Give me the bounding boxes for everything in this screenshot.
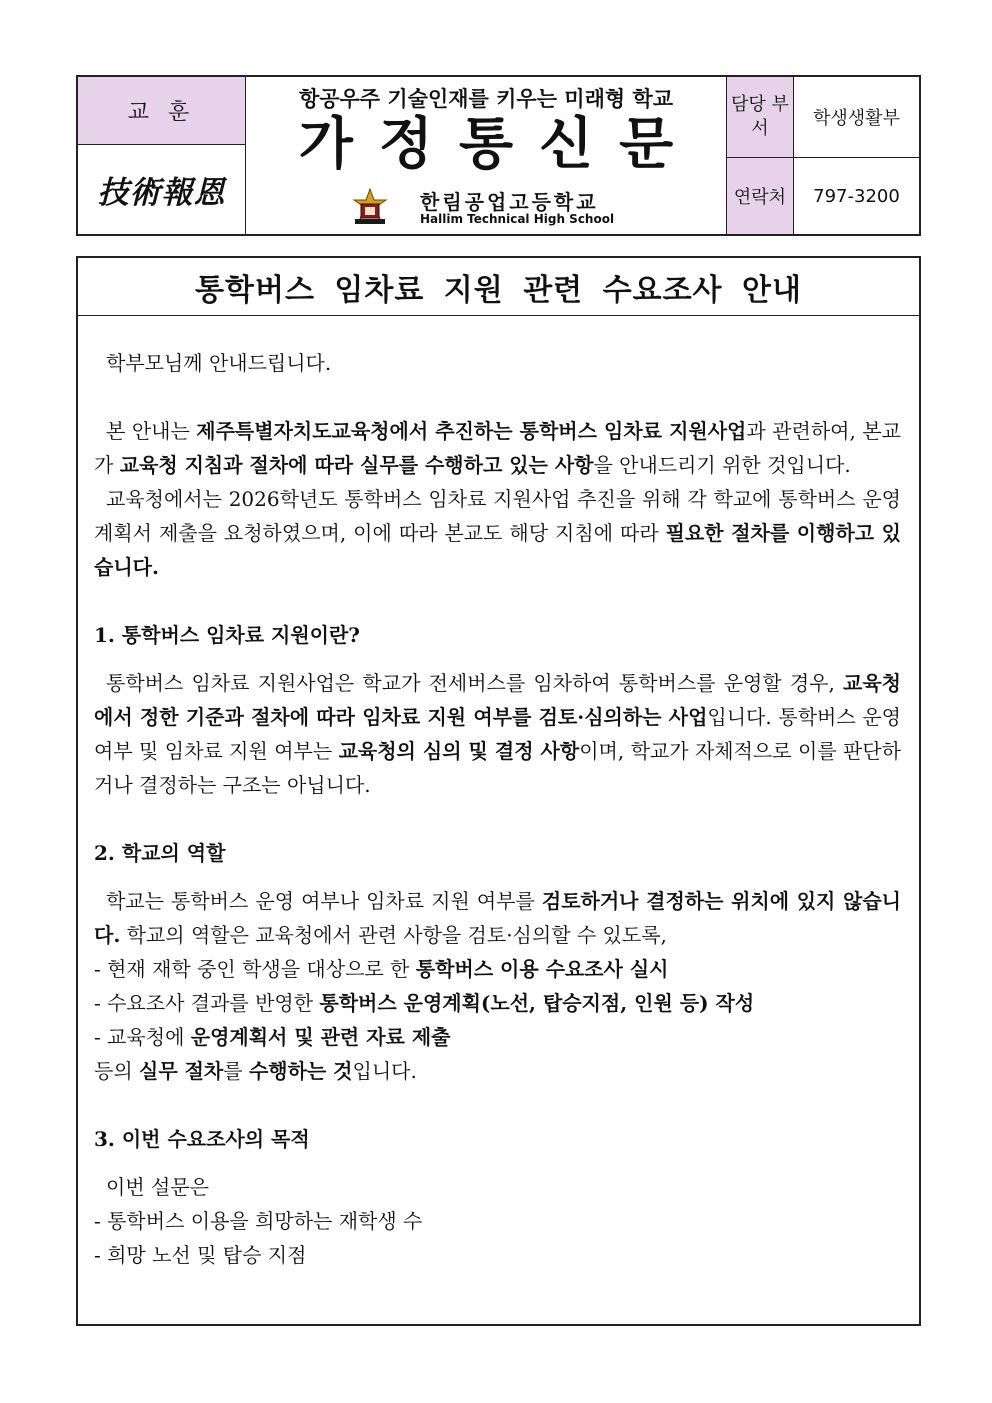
masthead: [246, 77, 727, 234]
section-2-heading: 2. 학교의 역할: [94, 841, 226, 865]
section-1-heading: 1. 통학버스 임차료 지원이란?: [94, 623, 361, 647]
department-label: 담당 부서: [727, 77, 794, 158]
contact-value: 797-3200: [813, 185, 900, 207]
section-3-heading: 3. 이번 수요조사의 목적: [94, 1127, 310, 1151]
contact-label: 연락처: [727, 158, 794, 234]
section-2-bullet-3: - 교육청에 운영계획서 및 관련 자료 제출: [94, 1025, 451, 1049]
header-table: [76, 75, 921, 236]
department-value: 학생생활부: [794, 77, 919, 158]
section-3-bullet-2: - 희망 노선 및 탑승 지점: [94, 1243, 307, 1267]
school-name-english: Hallim Technical High School: [420, 212, 615, 226]
page-title: 가정통신문: [298, 112, 700, 177]
school-identity: [350, 185, 630, 229]
notice-title: 통학버스 임차료 지원 관련 수요조사 안내: [78, 258, 919, 316]
section-2-closing: 등의 실무 절차를 수행하는 것입니다.: [94, 1059, 417, 1083]
school-emblem-icon: [350, 187, 390, 227]
section-1-text: 통학버스 임차료 지원사업은 학교가 전세버스를 임차하여 통학버스를 운영할 경우, 교육청에서 정한 기준과 절차에 따라 임차료 지원 여부를 검토·심의하는 사업입니다. 통학버스 운영 여부 및 임차료 지원 여부는 교육청의 심의 및 결정 사항이며, 학교가 자체적으로 이를 판단하거나 결정하는 구조는 아닙니다.: [94, 671, 902, 797]
school-slogan: 항공우주 기술인재를 키우는 미래형 학교: [298, 87, 674, 111]
school-name-korean: 한림공업고등학교: [420, 190, 599, 214]
section-3-bullet-1: - 통학버스 이용을 희망하는 재학생 수: [94, 1209, 423, 1233]
section-2-text: 학교는 통학버스 운영 여부나 임차료 지원 여부를 검토하거나 결정하는 위치에 있지 않습니다. 학교의 역할은 교육청에서 관련 사항을 검토·심의할 수 있도록,: [94, 889, 902, 947]
section-3-intro: 이번 설문은: [106, 1175, 209, 1199]
section-2-bullet-2: - 수요조사 결과를 반영한 통학버스 운영계획(노선, 탑승지점, 인원 등) 작성: [94, 991, 755, 1015]
greeting: 학부모님께 안내드립니다.: [106, 351, 332, 375]
notice-body: [78, 316, 919, 1272]
section-2-bullet-1: - 현재 재학 중인 학생을 대상으로 한 통학버스 이용 수요조사 실시: [94, 957, 669, 981]
motto-label: 교 훈: [78, 77, 246, 145]
school-motto: 技術報恩: [78, 145, 246, 234]
paragraph-1: 본 안내는 제주특별자치도교육청에서 추진하는 통학버스 임차료 지원사업과 관련하여, 본교가 교육청 지침과 절차에 따라 실무를 수행하고 있는 사항을 안내드리기 위한 것입니다.: [94, 419, 901, 477]
paragraph-2: 교육청에서는 2026학년도 통학버스 임차료 지원사업 추진을 위해 각 학교에 통학버스 운영계획서 제출을 요청하였으며, 이에 따라 본교도 해당 지침에 따라 필요한 절차를 이행하고 있습니다.: [94, 487, 901, 579]
notice-box: [76, 256, 921, 1326]
